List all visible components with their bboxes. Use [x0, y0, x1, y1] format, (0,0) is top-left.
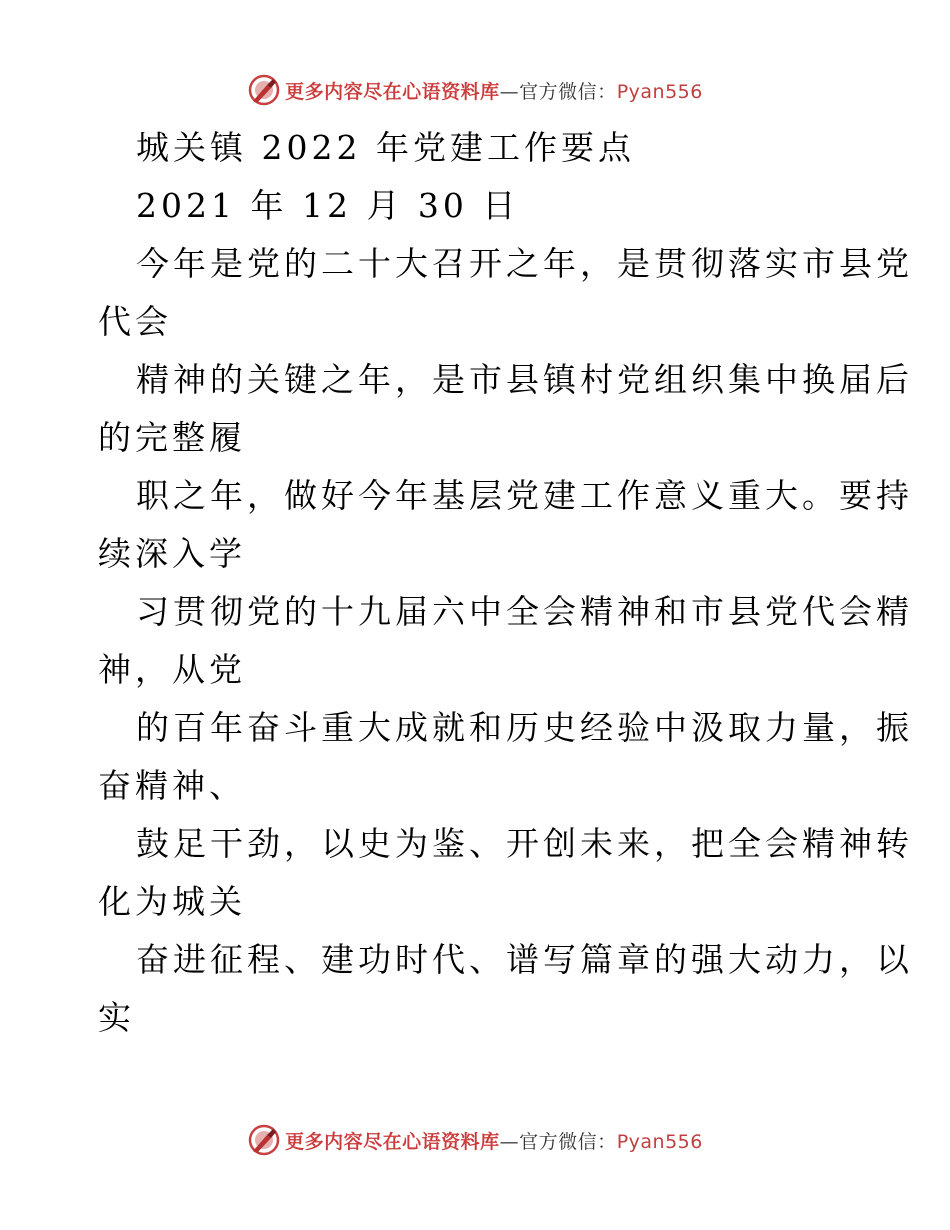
- pen-logo-icon: [247, 73, 281, 107]
- footer-watermark: [0, 1118, 950, 1162]
- document-title: 城关镇 2022 年党建工作要点: [136, 128, 635, 167]
- paragraph-line: 的百年奋斗重大成就和历史经验中汲取力量，振: [136, 708, 913, 747]
- pen-logo-icon: [247, 1123, 281, 1157]
- paragraph-line: 习贯彻党的十九届六中全会精神和市县党代会精: [136, 592, 913, 631]
- header-watermark: [0, 68, 950, 112]
- paragraph-line: 化为城关: [98, 882, 246, 921]
- document-date: 2021 年 12 月 30 日: [136, 186, 520, 225]
- paragraph-line: 实: [98, 998, 135, 1037]
- paragraph-line: 精神的关键之年，是市县镇村党组织集中换届后: [136, 360, 913, 399]
- paragraph-line: 代会: [98, 302, 172, 341]
- paragraph-line: 神，从党: [98, 650, 246, 689]
- watermark-text: 更多内容尽在心语资料库—官方微信：Pyan556: [285, 1130, 703, 1153]
- paragraph-line: 今年是党的二十大召开之年，是贯彻落实市县党: [136, 244, 913, 283]
- paragraph-line: 奋进征程、建功时代、谱写篇章的强大动力，以: [136, 940, 913, 979]
- paragraph-line: 鼓足干劲，以史为鉴、开创未来，把全会精神转: [136, 824, 913, 863]
- paragraph-line: 职之年，做好今年基层党建工作意义重大。要持: [136, 476, 913, 515]
- paragraph-line: 奋精神、: [98, 766, 246, 805]
- watermark-text: 更多内容尽在心语资料库—官方微信：Pyan556: [285, 80, 703, 103]
- paragraph-line: 的完整履: [98, 418, 246, 457]
- paragraph-line: 续深入学: [98, 534, 246, 573]
